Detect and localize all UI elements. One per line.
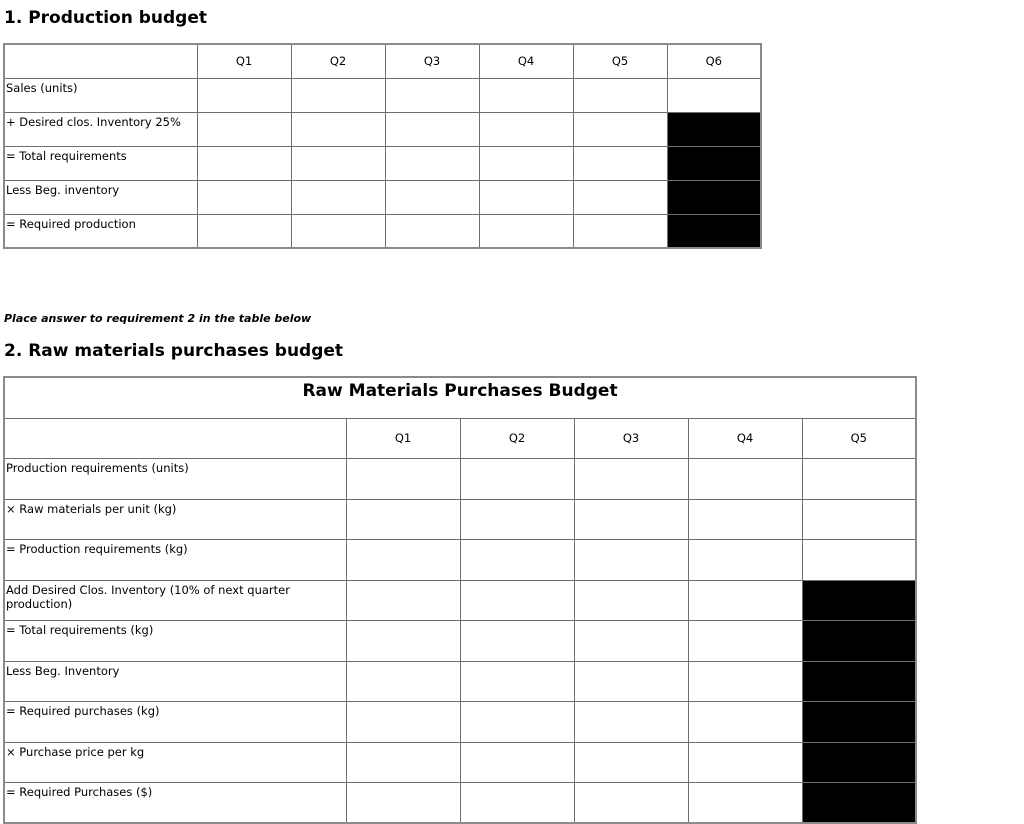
row-label: Production requirements (units) — [4, 459, 346, 500]
input-cell[interactable] — [574, 742, 688, 783]
input-cell[interactable] — [688, 661, 802, 702]
blocked-cell — [667, 214, 761, 248]
input-cell[interactable] — [346, 499, 460, 540]
input-cell[interactable] — [574, 702, 688, 743]
table-row — [4, 499, 916, 540]
table-row — [4, 146, 761, 180]
production-budget-title: 1. Production budget — [4, 8, 207, 28]
input-cell[interactable] — [573, 112, 667, 146]
input-cell[interactable] — [460, 702, 574, 743]
input-cell[interactable] — [385, 112, 479, 146]
input-cell[interactable] — [385, 78, 479, 112]
table-row — [4, 580, 916, 621]
row-label: Less Beg. inventory — [4, 180, 197, 214]
table-row — [4, 621, 916, 662]
input-cell[interactable] — [688, 499, 802, 540]
input-cell[interactable] — [197, 180, 291, 214]
row-label: + Desired clos. Inventory 25% — [4, 112, 197, 146]
input-cell[interactable] — [460, 661, 574, 702]
column-header-q6: Q6 — [667, 44, 761, 78]
row-label: Sales (units) — [4, 78, 197, 112]
column-header-q5: Q5 — [802, 418, 916, 459]
input-cell[interactable] — [574, 621, 688, 662]
input-cell[interactable] — [574, 783, 688, 824]
input-cell[interactable] — [197, 214, 291, 248]
raw-materials-budget-title: 2. Raw materials purchases budget — [4, 341, 344, 361]
input-cell[interactable] — [346, 459, 460, 500]
column-header-q4: Q4 — [688, 418, 802, 459]
input-cell[interactable] — [802, 540, 916, 581]
table-row — [4, 112, 761, 146]
input-cell[interactable] — [479, 180, 573, 214]
blocked-cell — [802, 702, 916, 743]
input-cell[interactable] — [574, 499, 688, 540]
input-cell[interactable] — [574, 540, 688, 581]
input-cell[interactable] — [460, 580, 574, 621]
input-cell[interactable] — [460, 783, 574, 824]
column-header-q1: Q1 — [197, 44, 291, 78]
row-label: Add Desired Clos. Inventory (10% of next quarter production) — [4, 580, 346, 621]
column-header-q5: Q5 — [573, 44, 667, 78]
table-row — [4, 702, 916, 743]
input-cell[interactable] — [460, 742, 574, 783]
table-caption: Raw Materials Purchases Budget — [4, 377, 916, 418]
input-cell[interactable] — [346, 702, 460, 743]
input-cell[interactable] — [385, 146, 479, 180]
input-cell[interactable] — [479, 214, 573, 248]
input-cell[interactable] — [479, 112, 573, 146]
input-cell[interactable] — [688, 742, 802, 783]
row-label: = Required Purchases ($) — [4, 783, 346, 824]
input-cell[interactable] — [479, 78, 573, 112]
input-cell[interactable] — [346, 742, 460, 783]
row-label-header — [4, 44, 197, 78]
row-label: = Total requirements — [4, 146, 197, 180]
input-cell[interactable] — [460, 540, 574, 581]
input-cell[interactable] — [291, 112, 385, 146]
input-cell[interactable] — [346, 540, 460, 581]
input-cell[interactable] — [385, 180, 479, 214]
row-label: × Purchase price per kg — [4, 742, 346, 783]
input-cell[interactable] — [197, 112, 291, 146]
column-header-q3: Q3 — [385, 44, 479, 78]
input-cell[interactable] — [479, 146, 573, 180]
blocked-cell — [667, 180, 761, 214]
input-cell[interactable] — [291, 214, 385, 248]
input-cell[interactable] — [573, 78, 667, 112]
row-label-header — [4, 418, 346, 459]
blocked-cell — [667, 146, 761, 180]
table-row — [4, 214, 761, 248]
row-label: = Required production — [4, 214, 197, 248]
column-header-q2: Q2 — [460, 418, 574, 459]
input-cell[interactable] — [688, 783, 802, 824]
table-header-row — [4, 44, 761, 78]
blocked-cell — [802, 580, 916, 621]
table-row — [4, 180, 761, 214]
instruction-text: Place answer to requirement 2 in the table below — [4, 312, 312, 325]
input-cell[interactable] — [197, 146, 291, 180]
table-caption-row — [4, 377, 916, 418]
input-cell[interactable] — [574, 459, 688, 500]
input-cell[interactable] — [573, 214, 667, 248]
input-cell[interactable] — [346, 661, 460, 702]
input-cell[interactable] — [688, 621, 802, 662]
column-header-q4: Q4 — [479, 44, 573, 78]
table-row — [4, 459, 916, 500]
raw-materials-purchases-table — [3, 376, 917, 824]
input-cell[interactable] — [802, 499, 916, 540]
input-cell[interactable] — [573, 180, 667, 214]
table-row — [4, 661, 916, 702]
input-cell[interactable] — [385, 214, 479, 248]
input-cell[interactable] — [291, 180, 385, 214]
input-cell[interactable] — [802, 459, 916, 500]
input-cell[interactable] — [291, 146, 385, 180]
input-cell[interactable] — [574, 580, 688, 621]
table-header-row — [4, 418, 916, 459]
blocked-cell — [802, 742, 916, 783]
row-label: = Production requirements (kg) — [4, 540, 346, 581]
input-cell[interactable] — [667, 78, 761, 112]
row-label: Less Beg. Inventory — [4, 661, 346, 702]
blocked-cell — [667, 112, 761, 146]
input-cell[interactable] — [346, 783, 460, 824]
input-cell[interactable] — [688, 580, 802, 621]
table-row — [4, 78, 761, 112]
input-cell[interactable] — [688, 459, 802, 500]
column-header-q1: Q1 — [346, 418, 460, 459]
row-label: = Required purchases (kg) — [4, 702, 346, 743]
input-cell[interactable] — [460, 459, 574, 500]
production-budget-table — [3, 43, 762, 249]
table-row — [4, 783, 916, 824]
row-label: × Raw materials per unit (kg) — [4, 499, 346, 540]
blocked-cell — [802, 621, 916, 662]
input-cell[interactable] — [688, 702, 802, 743]
table-row — [4, 540, 916, 581]
input-cell[interactable] — [460, 499, 574, 540]
blocked-cell — [802, 783, 916, 824]
blocked-cell — [802, 661, 916, 702]
input-cell[interactable] — [346, 621, 460, 662]
input-cell[interactable] — [346, 580, 460, 621]
row-label: = Total requirements (kg) — [4, 621, 346, 662]
input-cell[interactable] — [460, 621, 574, 662]
table-row — [4, 742, 916, 783]
input-cell[interactable] — [574, 661, 688, 702]
input-cell[interactable] — [291, 78, 385, 112]
column-header-q3: Q3 — [574, 418, 688, 459]
input-cell[interactable] — [688, 540, 802, 581]
input-cell[interactable] — [573, 146, 667, 180]
column-header-q2: Q2 — [291, 44, 385, 78]
input-cell[interactable] — [197, 78, 291, 112]
